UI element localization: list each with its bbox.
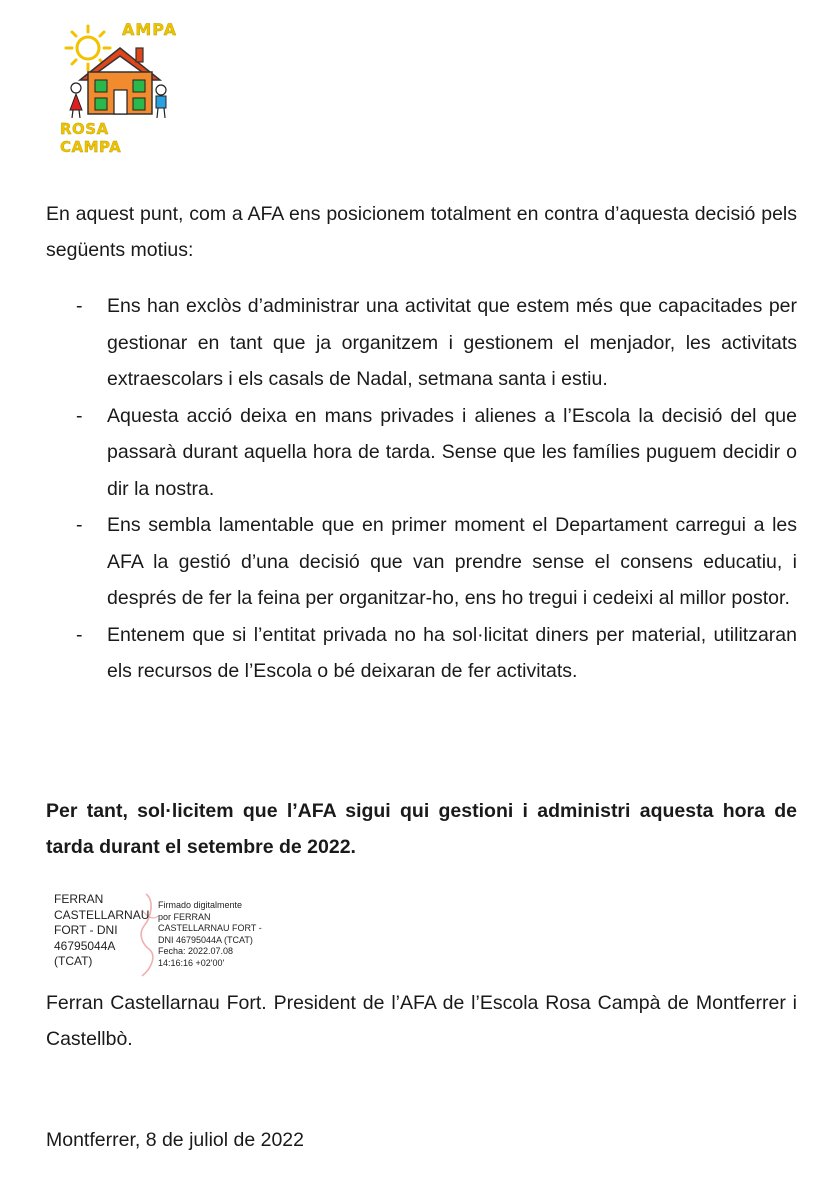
- logo-title: AMPA: [122, 20, 177, 39]
- request-paragraph: Per tant, sol·licitem que l’AFA sigui qui gestioni i administri aquesta hora de tarda durant el setembre de 2022.: [46, 800, 797, 858]
- signature-details: Firmado digitalmente por FERRAN CASTELLARNAU FORT - DNI 46795044A (TCAT) Fecha: 2022.07.08 14:16:16 +02'00': [158, 900, 262, 968]
- logo-subtitle: ROSA CAMPA: [60, 120, 122, 156]
- bullet-dash: -: [76, 623, 83, 646]
- bullet-dash: -: [76, 295, 83, 317]
- bullet-dash: -: [76, 404, 83, 427]
- digital-signature: [54, 890, 284, 980]
- list-item: [46, 288, 797, 398]
- place-date: Montferrer, 8 de juliol de 2022: [46, 1129, 304, 1151]
- ampa-logo: [58, 20, 177, 156]
- list-item: [46, 617, 797, 690]
- intro-paragraph: En aquest punt, com a AFA ens posicionem totalment en contra d’aquesta decisió pels següents motius:: [46, 203, 797, 261]
- list-item: [46, 398, 797, 508]
- signer-name: FERRAN CASTELLARNAU FORT - DNI 46795044A (TCAT): [54, 892, 150, 968]
- list-item-text: Ens sembla lamentable que en primer moment el Departament carregui a les AFA la gestió d’una decisió que van prendre sense el consens educatiu, i després de fer la feina per organitzar-ho, ens ho tregui i cedeixi al millor postor.: [107, 514, 797, 609]
- list-item-text: Aquesta acció deixa en mans privades i alienes a l’Escola la decisió del que passarà durant aquella hora de tarda. Sense que les famílies puguem decidir o dir la nostra.: [107, 404, 797, 500]
- reasons-list: [46, 288, 797, 690]
- list-item-text: Ens han exclòs d’administrar una activitat que estem més que capacitades per gestionar en tant que ja organitzem i gestionem el menjador, les activitats extraescolars i els casals de Nadal, setmana santa i estiu.: [107, 295, 797, 390]
- list-item: [46, 507, 797, 617]
- president-signoff: Ferran Castellarnau Fort. President de l’AFA de l’Escola Rosa Campà de Montferrer i Castellbò.: [46, 992, 797, 1050]
- bullet-dash: -: [76, 514, 83, 536]
- list-item-text: Entenem que si l’entitat privada no ha sol·licitat diners per material, utilitzaran els recursos de l’Escola o bé deixaran de fer activitats.: [107, 623, 797, 682]
